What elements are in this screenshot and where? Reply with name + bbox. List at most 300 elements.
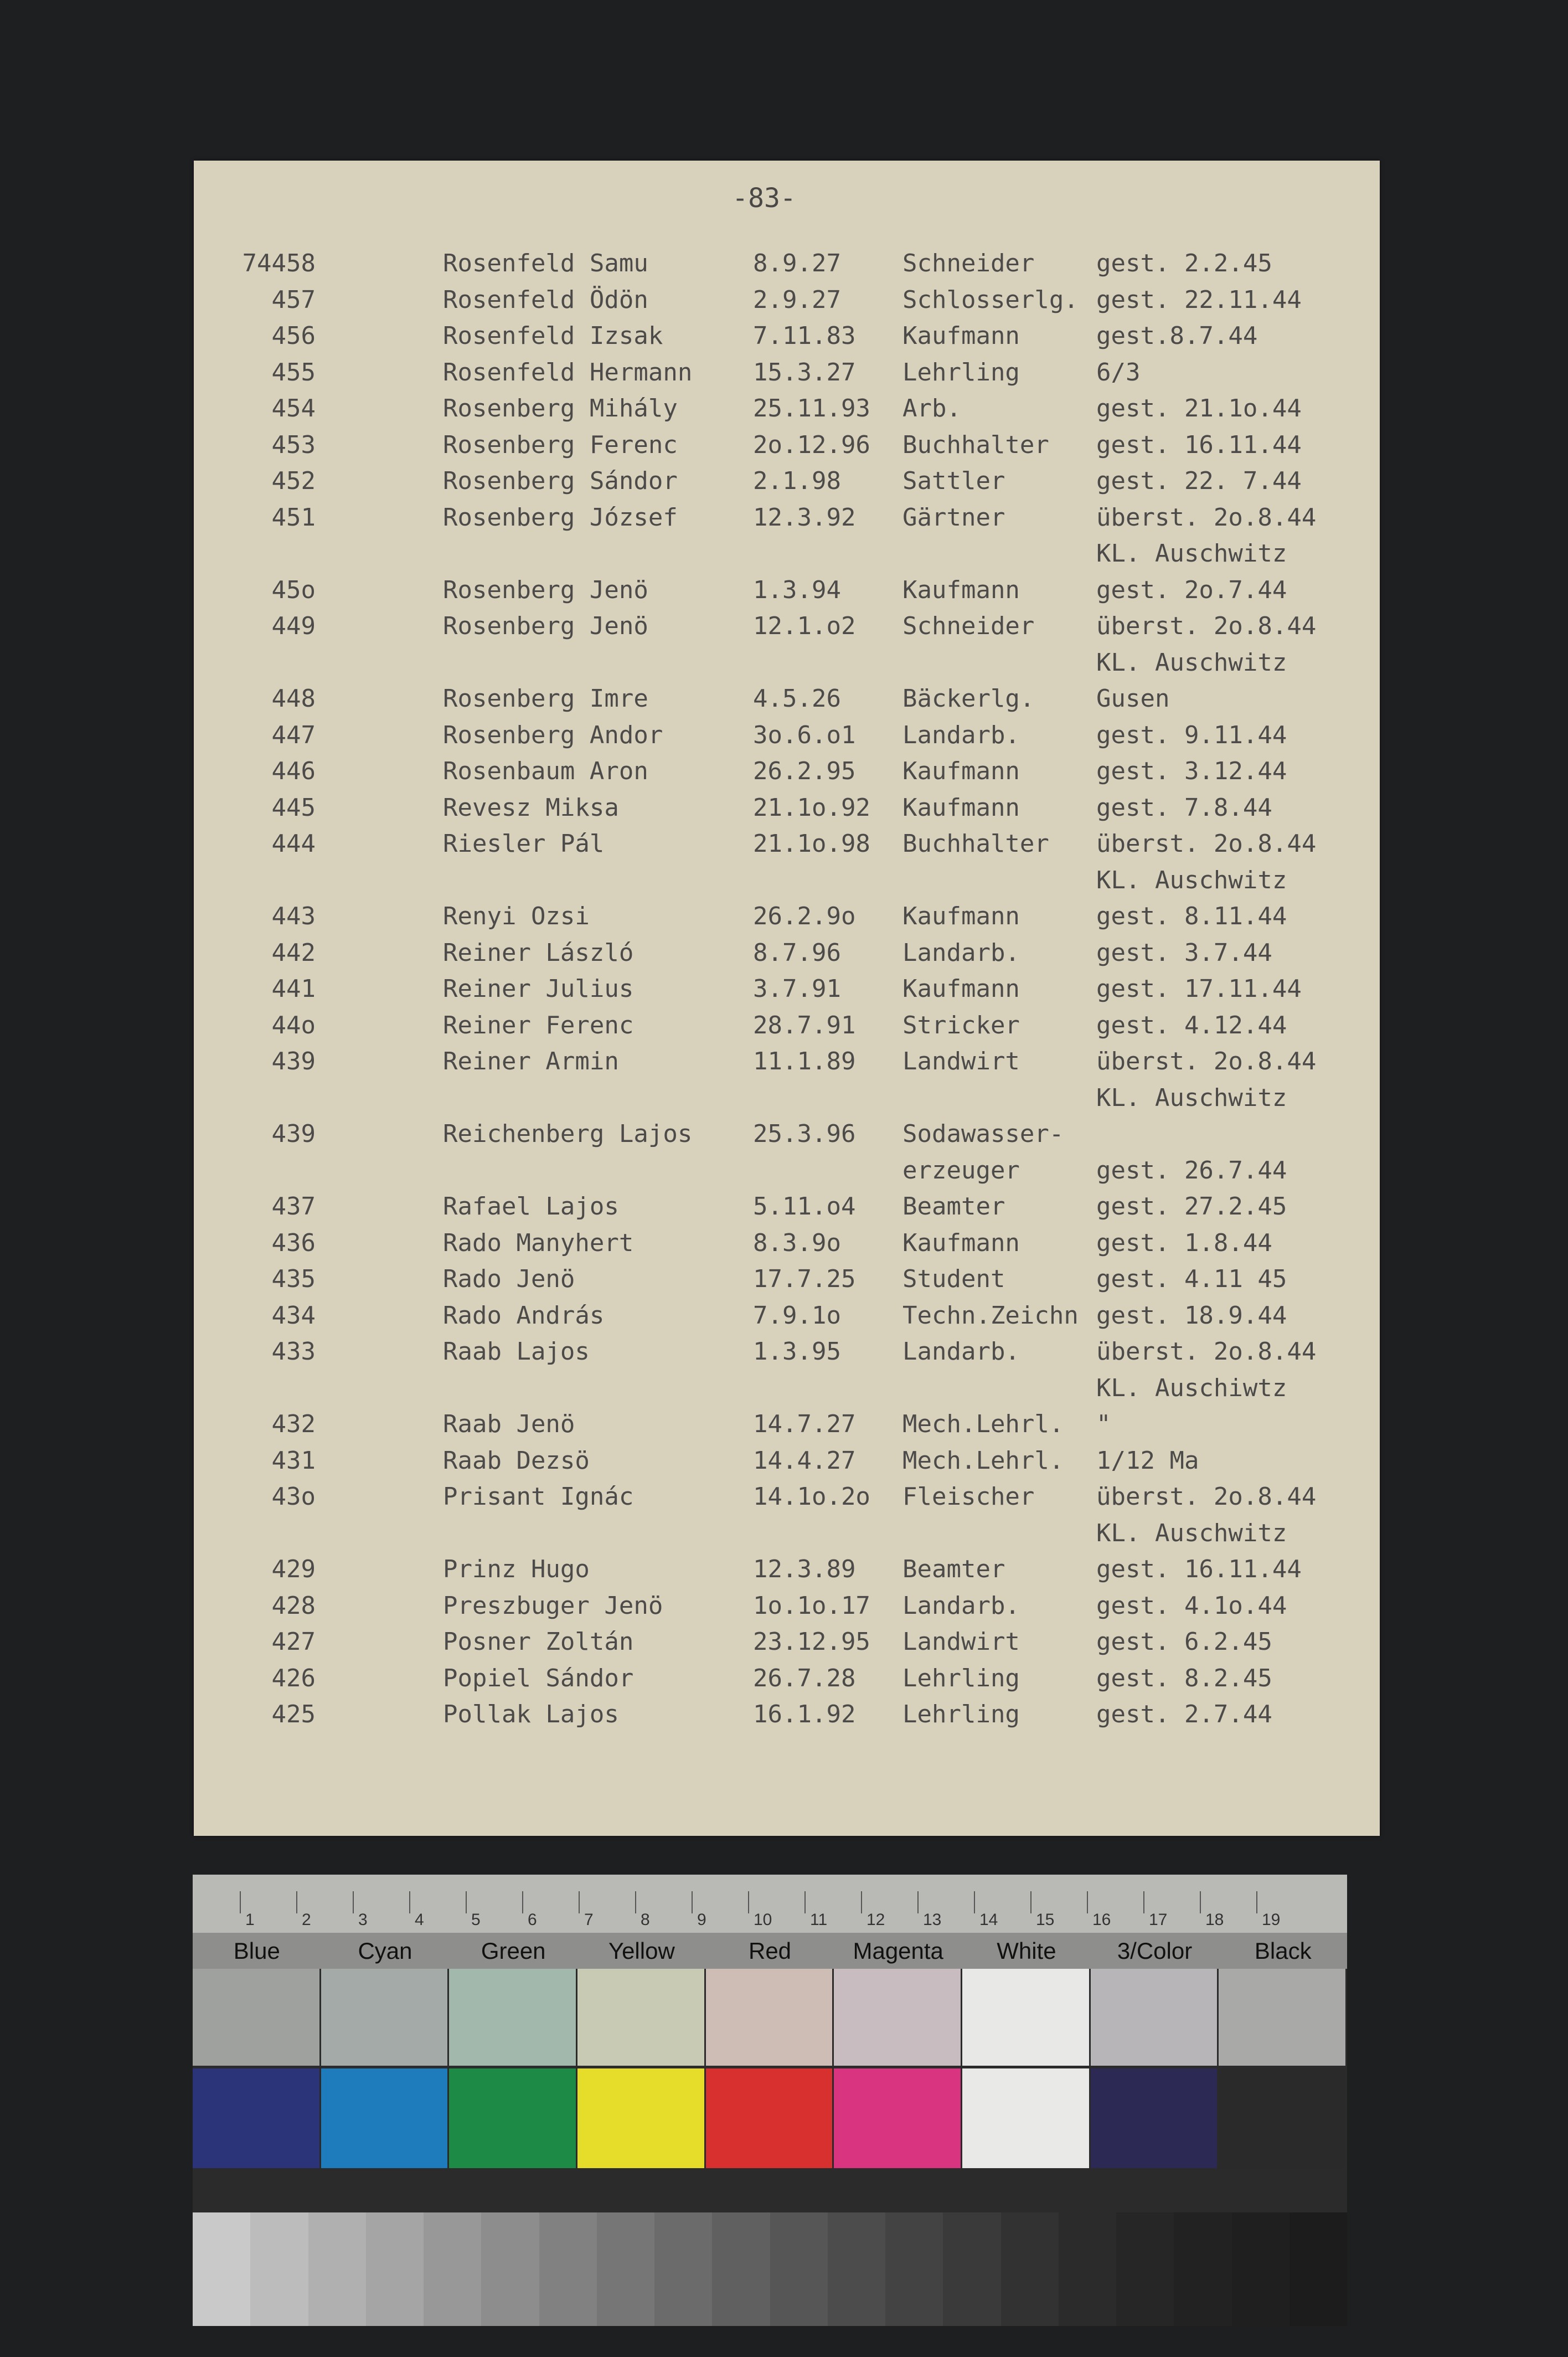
ruler-number: 6 <box>528 1911 537 1929</box>
birth-date: 21.1o.98 <box>753 830 870 858</box>
color-label: Magenta <box>853 1938 943 1964</box>
color-label: Yellow <box>608 1938 675 1964</box>
color-patch <box>1219 2068 1347 2168</box>
color-target <box>193 1875 1347 2326</box>
status-note: gest. 4.12.44 <box>1096 1011 1287 1039</box>
row-number: 428 <box>271 1591 316 1620</box>
table-row <box>194 394 1380 431</box>
pale-patch-row <box>193 1969 1347 2066</box>
ruler-number: 17 <box>1149 1911 1168 1929</box>
table-row <box>194 1120 1380 1156</box>
table-row <box>194 1265 1380 1301</box>
table-row <box>194 322 1380 358</box>
status-note: Gusen <box>1096 685 1170 713</box>
occupation: Kaufmann <box>902 975 1020 1003</box>
ruler-number: 8 <box>641 1911 650 1929</box>
table-row <box>194 576 1380 613</box>
row-number: 454 <box>271 394 316 423</box>
status-note: KL. Auschiwtz <box>1096 1373 1287 1402</box>
status-note: gest. 16.11.44 <box>1096 430 1302 459</box>
occupation: Schneider <box>902 249 1035 277</box>
color-patch <box>193 2068 321 2168</box>
color-patch <box>1091 2068 1219 2168</box>
occupation: Beamter <box>902 1555 1005 1583</box>
row-number: 448 <box>271 685 316 713</box>
table-row <box>194 1519 1380 1556</box>
birth-date: 25.11.93 <box>753 394 870 423</box>
row-number: 434 <box>271 1301 316 1330</box>
row-number: 449 <box>271 612 316 640</box>
person-name: Rado András <box>443 1301 605 1330</box>
row-number: 439 <box>271 1120 316 1148</box>
table-row <box>194 685 1380 721</box>
ruler-number: 3 <box>358 1911 368 1929</box>
person-name: Prisant Ignác <box>443 1483 634 1511</box>
occupation: Buchhalter <box>902 830 1049 858</box>
person-name: Rosenberg Andor <box>443 721 663 749</box>
color-patch <box>834 1969 962 2066</box>
birth-date: 2.9.27 <box>753 285 841 314</box>
table-row <box>194 1628 1380 1664</box>
color-patch <box>250 2212 308 2326</box>
table-row <box>194 1555 1380 1592</box>
document-page <box>194 161 1380 1836</box>
ruler-number: 12 <box>866 1911 885 1929</box>
ruler-tick <box>635 1891 636 1913</box>
table-row <box>194 286 1380 322</box>
status-note: gest. 17.11.44 <box>1096 975 1302 1003</box>
status-note: gest.8.7.44 <box>1096 322 1258 350</box>
color-patch <box>597 2212 654 2326</box>
row-number: 445 <box>271 793 316 822</box>
ruler-number: 16 <box>1092 1911 1111 1929</box>
table-row <box>194 1301 1380 1338</box>
ruler-tick <box>409 1891 410 1913</box>
person-name: Raab Dezsö <box>443 1446 590 1475</box>
occupation: Sodawasser- <box>902 1120 1064 1148</box>
ruler-number: 2 <box>302 1911 311 1929</box>
ruler-tick <box>1256 1891 1257 1913</box>
status-note: gest. 22.11.44 <box>1096 285 1302 314</box>
person-name: Reiner Armin <box>443 1047 619 1075</box>
status-note: gest. 18.9.44 <box>1096 1301 1287 1330</box>
ruler-tick <box>296 1891 297 1913</box>
row-number: 74458 <box>242 249 316 277</box>
birth-date: 2o.12.96 <box>753 430 870 459</box>
birth-date: 26.2.95 <box>753 757 856 785</box>
person-name: Riesler Pál <box>443 830 605 858</box>
table-row <box>194 1700 1380 1737</box>
person-name: Rosenbaum Aron <box>443 757 648 785</box>
table-row <box>194 721 1380 758</box>
ruler-number: 9 <box>697 1911 706 1929</box>
occupation: Mech.Lehrl. <box>902 1410 1064 1438</box>
person-name: Pollak Lajos <box>443 1700 619 1728</box>
row-number: 444 <box>271 830 316 858</box>
table-row <box>194 794 1380 830</box>
person-name: Rosenberg Mihály <box>443 394 678 423</box>
person-name: Rosenberg Ferenc <box>443 430 678 459</box>
ruler-number: 11 <box>810 1911 828 1929</box>
ruler-tick <box>353 1891 354 1913</box>
table-row <box>194 1483 1380 1519</box>
ruler-tick <box>1143 1891 1144 1913</box>
color-patch <box>321 2068 450 2168</box>
occupation: Schneider <box>902 612 1035 640</box>
table-row <box>194 866 1380 903</box>
birth-date: 2.1.98 <box>753 467 841 495</box>
status-note: KL. Auschwitz <box>1096 648 1287 677</box>
person-name: Reiner Julius <box>443 975 634 1003</box>
color-patch <box>1219 1969 1347 2066</box>
birth-date: 8.7.96 <box>753 938 841 967</box>
occupation: Sattler <box>902 467 1005 495</box>
color-patch <box>1001 2212 1059 2326</box>
table-row <box>194 1192 1380 1229</box>
color-patch <box>424 2212 481 2326</box>
person-name: Rafael Lajos <box>443 1192 619 1221</box>
strong-patch-row <box>193 2068 1347 2168</box>
occupation: Landarb. <box>902 1591 1020 1620</box>
row-number: 427 <box>271 1628 316 1656</box>
row-number: 45o <box>271 575 316 604</box>
person-name: Rosenberg József <box>443 503 678 532</box>
color-patch <box>943 2212 1000 2326</box>
ruler-tick <box>861 1891 862 1913</box>
table-row <box>194 249 1380 286</box>
ruler-tick <box>917 1891 919 1913</box>
color-patch <box>449 2068 577 2168</box>
birth-date: 25.3.96 <box>753 1120 856 1148</box>
ruler-number: 18 <box>1205 1911 1224 1929</box>
row-number: 457 <box>271 285 316 314</box>
status-note: gest. 8.11.44 <box>1096 902 1287 930</box>
color-patch <box>321 1969 450 2066</box>
color-patch <box>193 2212 250 2326</box>
row-number: 433 <box>271 1337 316 1366</box>
color-label: 3/Color <box>1117 1938 1193 1964</box>
ruler-number: 1 <box>245 1911 255 1929</box>
person-name: Rosenfeld Ödön <box>443 285 648 314</box>
birth-date: 8.3.9o <box>753 1228 841 1257</box>
occupation: Gärtner <box>902 503 1005 532</box>
occupation: Buchhalter <box>902 430 1049 459</box>
table-row <box>194 649 1380 685</box>
grey-scale-row <box>193 2212 1347 2326</box>
row-number: 437 <box>271 1192 316 1221</box>
color-patch <box>828 2212 885 2326</box>
birth-date: 23.12.95 <box>753 1628 870 1656</box>
person-name: Rosenberg Jenö <box>443 612 648 640</box>
occupation: Kaufmann <box>902 902 1020 930</box>
person-name: Rosenberg Imre <box>443 685 648 713</box>
color-label: Green <box>481 1938 546 1964</box>
color-patch <box>1116 2212 1174 2326</box>
occupation: Landarb. <box>902 938 1020 967</box>
color-label: Black <box>1254 1938 1312 1964</box>
birth-date: 16.1.92 <box>753 1700 856 1728</box>
table-row <box>194 1156 1380 1193</box>
occupation: Kaufmann <box>902 1228 1020 1257</box>
color-patch <box>834 2068 962 2168</box>
status-note: gest. 3.7.44 <box>1096 938 1272 967</box>
status-note: gest. 22. 7.44 <box>1096 467 1302 495</box>
color-patch <box>712 2212 770 2326</box>
table-row <box>194 1447 1380 1483</box>
birth-date: 14.7.27 <box>753 1410 856 1438</box>
status-note: gest. 2.2.45 <box>1096 249 1272 277</box>
table-row <box>194 1011 1380 1048</box>
ruler-number: 10 <box>754 1911 772 1929</box>
row-number: 442 <box>271 938 316 967</box>
occupation: Lehrling <box>902 358 1020 387</box>
status-note: 6/3 <box>1096 358 1141 387</box>
ruler-tick <box>240 1891 241 1913</box>
color-label: Cyan <box>358 1938 412 1964</box>
row-number: 451 <box>271 503 316 532</box>
row-number: 431 <box>271 1446 316 1475</box>
birth-date: 28.7.91 <box>753 1011 856 1039</box>
status-note: überst. 2o.8.44 <box>1096 612 1317 640</box>
table-row <box>194 358 1380 395</box>
row-number: 439 <box>271 1047 316 1075</box>
occupation: Kaufmann <box>902 322 1020 350</box>
color-patch <box>706 2068 834 2168</box>
table-row <box>194 467 1380 503</box>
status-note: überst. 2o.8.44 <box>1096 1047 1317 1075</box>
person-name: Reiner László <box>443 938 634 967</box>
color-patch <box>1174 2212 1231 2326</box>
person-name: Popiel Sándor <box>443 1664 634 1692</box>
color-patch <box>539 2212 597 2326</box>
status-note: KL. Auschwitz <box>1096 1083 1287 1112</box>
table-row <box>194 975 1380 1011</box>
occupation: Lehrling <box>902 1664 1020 1692</box>
table-row <box>194 431 1380 467</box>
status-note: gest. 2.7.44 <box>1096 1700 1272 1728</box>
ruler-tick <box>522 1891 523 1913</box>
table-row <box>194 539 1380 576</box>
status-note: gest. 2o.7.44 <box>1096 575 1287 604</box>
status-note: überst. 2o.8.44 <box>1096 830 1317 858</box>
table-row <box>194 757 1380 794</box>
row-number: 429 <box>271 1555 316 1583</box>
occupation: Fleischer <box>902 1483 1035 1511</box>
status-note: gest. 8.2.45 <box>1096 1664 1272 1692</box>
occupation: Student <box>902 1265 1005 1293</box>
row-number: 425 <box>271 1700 316 1728</box>
ruler-number: 15 <box>1036 1911 1055 1929</box>
table-row <box>194 902 1380 939</box>
status-note: überst. 2o.8.44 <box>1096 503 1317 532</box>
person-name: Rosenberg Sándor <box>443 467 678 495</box>
row-number: 455 <box>271 358 316 387</box>
birth-date: 7.11.83 <box>753 322 856 350</box>
table-row <box>194 1410 1380 1447</box>
birth-date: 3o.6.o1 <box>753 721 856 749</box>
status-note: überst. 2o.8.44 <box>1096 1337 1317 1366</box>
occupation: Beamter <box>902 1192 1005 1221</box>
page-number: -83- <box>732 183 796 214</box>
status-note: gest. 3.12.44 <box>1096 757 1287 785</box>
ruler-tick <box>804 1891 806 1913</box>
occupation: Kaufmann <box>902 793 1020 822</box>
ruler-tick <box>748 1891 749 1913</box>
status-note: KL. Auschwitz <box>1096 539 1287 568</box>
ruler-number: 5 <box>471 1911 481 1929</box>
register-table <box>194 249 1380 1737</box>
table-row <box>194 1337 1380 1374</box>
row-number: 435 <box>271 1265 316 1293</box>
row-number: 443 <box>271 902 316 930</box>
status-note: " <box>1096 1410 1111 1438</box>
occupation: erzeuger <box>902 1156 1020 1185</box>
status-note: gest. 4.1o.44 <box>1096 1591 1287 1620</box>
birth-date: 5.11.o4 <box>753 1192 856 1221</box>
ruler-tick <box>1030 1891 1031 1913</box>
person-name: Prinz Hugo <box>443 1555 590 1583</box>
status-note: gest. 21.1o.44 <box>1096 394 1302 423</box>
birth-date: 1o.1o.17 <box>753 1591 870 1620</box>
color-patch <box>885 2212 943 2326</box>
person-name: Rosenfeld Samu <box>443 249 648 277</box>
color-patch <box>308 2212 366 2326</box>
ruler-number: 13 <box>923 1911 942 1929</box>
status-note: gest. 1.8.44 <box>1096 1228 1272 1257</box>
row-number: 456 <box>271 322 316 350</box>
ruler-tick <box>974 1891 975 1913</box>
person-name: Preszbuger Jenö <box>443 1591 663 1620</box>
occupation: Mech.Lehrl. <box>902 1446 1064 1475</box>
table-row <box>194 939 1380 975</box>
ruler-number: 14 <box>979 1911 998 1929</box>
ruler-tick <box>692 1891 693 1913</box>
table-row <box>194 1229 1380 1265</box>
status-note: KL. Auschwitz <box>1096 866 1287 894</box>
occupation: Schlosserlg. <box>902 285 1079 314</box>
table-row <box>194 1664 1380 1701</box>
row-number: 441 <box>271 975 316 1003</box>
birth-date: 14.4.27 <box>753 1446 856 1475</box>
person-name: Reiner Ferenc <box>443 1011 634 1039</box>
table-row <box>194 830 1380 866</box>
occupation: Arb. <box>902 394 961 423</box>
row-number: 447 <box>271 721 316 749</box>
occupation: Landwirt <box>902 1047 1020 1075</box>
table-row <box>194 503 1380 540</box>
occupation: Bäckerlg. <box>902 685 1035 713</box>
person-name: Posner Zoltán <box>443 1628 634 1656</box>
occupation: Landarb. <box>902 721 1020 749</box>
status-note: 1/12 Ma <box>1096 1446 1199 1475</box>
occupation: Stricker <box>902 1011 1020 1039</box>
occupation: Lehrling <box>902 1700 1020 1728</box>
row-number: 426 <box>271 1664 316 1692</box>
color-patch <box>481 2212 539 2326</box>
table-row <box>194 1084 1380 1120</box>
ruler-tick <box>579 1891 580 1913</box>
occupation: Kaufmann <box>902 757 1020 785</box>
status-note: gest. 27.2.45 <box>1096 1192 1287 1221</box>
row-number: 453 <box>271 430 316 459</box>
color-patch <box>1290 2212 1347 2326</box>
birth-date: 12.3.92 <box>753 503 856 532</box>
person-name: Reichenberg Lajos <box>443 1120 693 1148</box>
birth-date: 26.2.9o <box>753 902 856 930</box>
color-patch <box>654 2212 712 2326</box>
birth-date: 15.3.27 <box>753 358 856 387</box>
color-patch <box>1091 1969 1219 2066</box>
birth-date: 14.1o.2o <box>753 1483 870 1511</box>
table-row <box>194 612 1380 649</box>
person-name: Rosenberg Jenö <box>443 575 648 604</box>
person-name: Renyi Ozsi <box>443 902 590 930</box>
birth-date: 8.9.27 <box>753 249 841 277</box>
color-patch <box>193 1969 321 2066</box>
person-name: Rosenfeld Izsak <box>443 322 663 350</box>
ruler <box>193 1875 1347 1934</box>
row-number: 446 <box>271 757 316 785</box>
color-patch <box>770 2212 828 2326</box>
birth-date: 21.1o.92 <box>753 793 870 822</box>
color-label: White <box>997 1938 1056 1964</box>
color-patch <box>366 2212 424 2326</box>
color-patch <box>449 1969 577 2066</box>
row-number: 452 <box>271 467 316 495</box>
color-patch <box>706 1969 834 2066</box>
birth-date: 26.7.28 <box>753 1664 856 1692</box>
status-note: gest. 6.2.45 <box>1096 1628 1272 1656</box>
status-note: gest. 16.11.44 <box>1096 1555 1302 1583</box>
birth-date: 11.1.89 <box>753 1047 856 1075</box>
row-number: 43o <box>271 1483 316 1511</box>
status-note: gest. 4.11 45 <box>1096 1265 1287 1293</box>
ruler-tick <box>1087 1891 1088 1913</box>
color-label-bar <box>193 1933 1347 1969</box>
status-note: KL. Auschwitz <box>1096 1519 1287 1547</box>
person-name: Rosenfeld Hermann <box>443 358 693 387</box>
color-patch <box>962 2068 1091 2168</box>
birth-date: 3.7.91 <box>753 975 841 1003</box>
birth-date: 4.5.26 <box>753 685 841 713</box>
color-patch <box>1059 2212 1116 2326</box>
ruler-number: 4 <box>415 1911 424 1929</box>
ruler-number: 7 <box>584 1911 594 1929</box>
birth-date: 17.7.25 <box>753 1265 856 1293</box>
occupation: Techn.Zeichn <box>902 1301 1079 1330</box>
birth-date: 12.1.o2 <box>753 612 856 640</box>
row-number: 436 <box>271 1228 316 1257</box>
color-label: Blue <box>233 1938 280 1964</box>
color-patch <box>1232 2212 1290 2326</box>
ruler-number: 19 <box>1262 1911 1281 1929</box>
color-patch <box>962 1969 1091 2066</box>
table-row <box>194 1592 1380 1628</box>
color-patch <box>577 1969 706 2066</box>
color-patch <box>577 2068 706 2168</box>
status-note: gest. 7.8.44 <box>1096 793 1272 822</box>
birth-date: 12.3.89 <box>753 1555 856 1583</box>
status-note: gest. 9.11.44 <box>1096 721 1287 749</box>
person-name: Rado Jenö <box>443 1265 575 1293</box>
person-name: Raab Jenö <box>443 1410 575 1438</box>
status-note: überst. 2o.8.44 <box>1096 1483 1317 1511</box>
row-number: 44o <box>271 1011 316 1039</box>
table-row <box>194 1047 1380 1084</box>
person-name: Raab Lajos <box>443 1337 590 1366</box>
birth-date: 7.9.1o <box>753 1301 841 1330</box>
status-note: gest. 26.7.44 <box>1096 1156 1287 1185</box>
